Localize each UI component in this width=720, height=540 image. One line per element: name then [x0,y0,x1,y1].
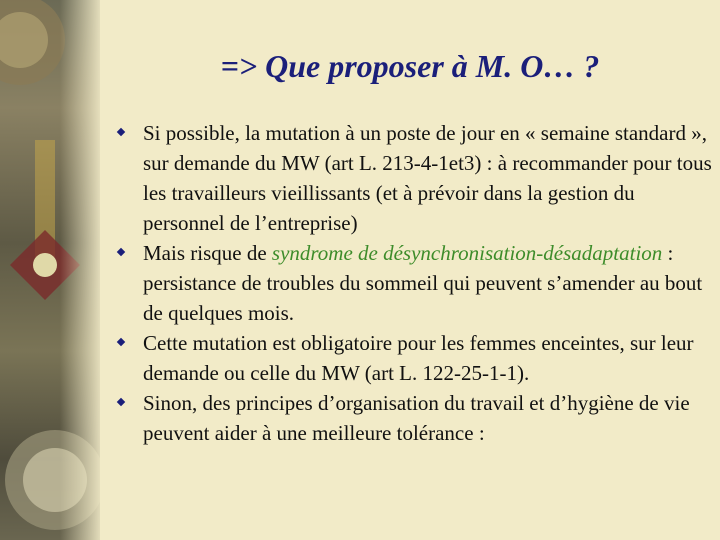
decorative-medal-image [0,0,100,540]
bullet-text: Si possible, la mutation à un poste de jour en « semaine standard », sur demande du MW (art L. 213-4-1et3) : à recommander pour tous les travailleurs vieillissants (et à prévoir dans la gestion du personnel de l’entreprise) [143,121,712,235]
bullet-item [112,388,712,448]
diamond-bullet-icon [117,128,125,136]
bullet-emphasis-text: syndrome de désynchronisation-désadaptation [271,241,663,265]
bullet-item [112,238,712,328]
diamond-bullet-icon [117,338,125,346]
slide-title: => Que proposer à M. O… ? [220,48,600,84]
bullet-list [112,118,712,448]
bullet-rest-text: : persistance de troubles du sommeil qui peuvent s’amender au bout de quelques mois. [143,241,703,325]
bullet-item [112,118,712,238]
bullet-text: Sinon, des principes d’organisation du travail et d’hygiène de vie peuvent aider à une meilleure tolérance : [143,391,690,445]
diamond-bullet-icon [117,248,125,256]
bullet-text: Cette mutation est obligatoire pour les femmes enceintes, sur leur demande ou celle du MW (art L. 122-25-1-1). [143,331,694,385]
diamond-bullet-icon [117,398,125,406]
bullet-item [112,328,712,388]
bullet-lead-text: Mais risque de [143,241,272,265]
